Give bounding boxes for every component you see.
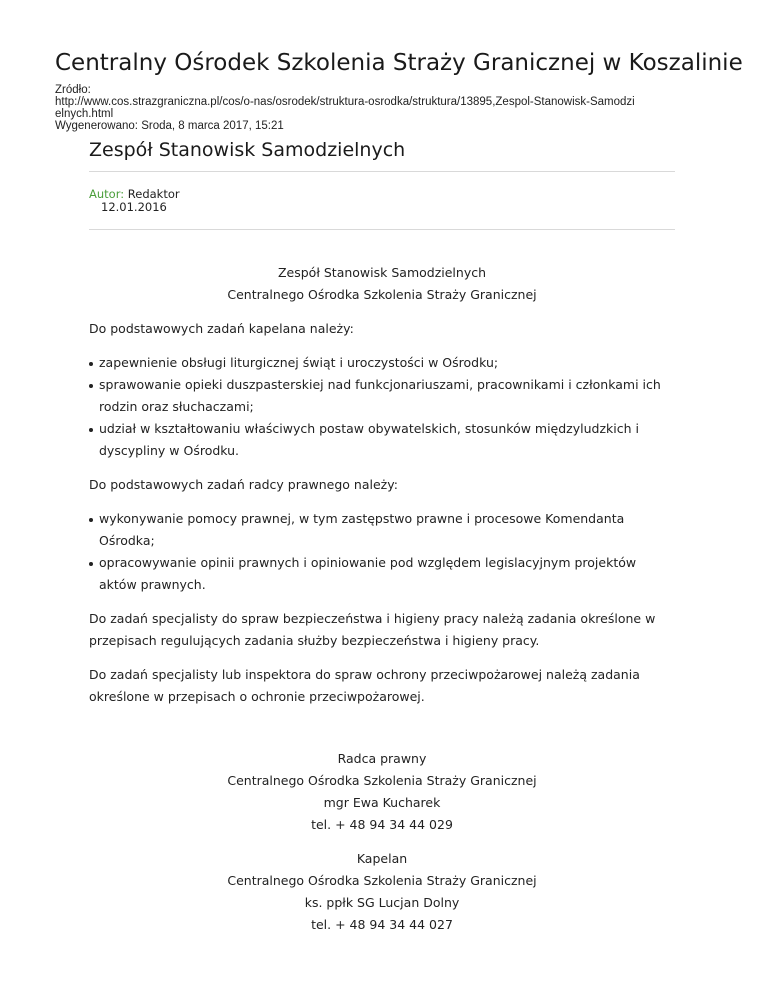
list-item: opracowywanie opinii prawnych i opiniowanie pod względem legislacyjnym projektów aktów prawnych. bbox=[89, 552, 675, 596]
source-url-continued: elnych.html bbox=[55, 108, 114, 120]
meta-divider bbox=[89, 229, 675, 230]
article-meta bbox=[89, 188, 675, 214]
article-date: 12.01.2016 bbox=[101, 200, 167, 214]
signature-name: ks. ppłk SG Lucjan Dolny bbox=[304, 895, 460, 910]
document-meta bbox=[55, 84, 745, 132]
signature-block-legal bbox=[89, 748, 675, 836]
source-label: Źródło: bbox=[55, 84, 91, 96]
generated-timestamp: Wygenerowano: Środa, 8 marca 2017, 15:21 bbox=[55, 120, 284, 132]
legal-intro: Do podstawowych zadań radcy prawnego należy: bbox=[89, 477, 398, 492]
signature-phone: tel. + 48 94 34 44 027 bbox=[311, 917, 453, 932]
signature-phone: tel. + 48 94 34 44 029 bbox=[311, 817, 453, 832]
title-divider bbox=[89, 171, 675, 172]
heading-line: Zespół Stanowisk Samodzielnych bbox=[277, 265, 487, 280]
fire-safety-paragraph: Do zadań specjalisty lub inspektora do spraw ochrony przeciwpożarowej należą zadania określone w przepisach o ochronie przeciwpożarowej. bbox=[89, 667, 640, 704]
chaplain-task-list bbox=[89, 352, 675, 462]
source-url: http://www.cos.strazgraniczna.pl/cos/o-nas/osrodek/struktura-osrodka/struktura/13895,Zespol-Stanowisk-Samodzi bbox=[55, 96, 635, 108]
author-label: Autor: bbox=[89, 187, 125, 201]
author-name: Redaktor bbox=[127, 187, 180, 201]
signature-role: Radca prawny bbox=[337, 751, 427, 766]
signature-block-chaplain bbox=[89, 848, 675, 936]
content-heading bbox=[89, 262, 675, 306]
article-title: Zespół Stanowisk Samodzielnych bbox=[89, 139, 406, 161]
signature-role: Kapelan bbox=[356, 851, 408, 866]
article-body bbox=[89, 262, 675, 936]
document-title: Centralny Ośrodek Szkolenia Straży Granicznej w Koszalinie bbox=[55, 50, 743, 76]
signature-name: mgr Ewa Kucharek bbox=[323, 795, 441, 810]
list-item: sprawowanie opieki duszpasterskiej nad funkcjonariuszami, pracownikami i członkami ich rodzin oraz słuchaczami; bbox=[89, 374, 675, 418]
list-item: zapewnienie obsługi liturgicznej świąt i uroczystości w Ośrodku; bbox=[89, 352, 675, 374]
legal-task-list bbox=[89, 508, 675, 596]
signature-unit: Centralnego Ośrodka Szkolenia Straży Granicznej bbox=[227, 773, 537, 788]
bhp-paragraph: Do zadań specjalisty do spraw bezpieczeństwa i higieny pracy należą zadania określone w przepisach regulujących zadania służby bezpieczeństwa i higieny pracy. bbox=[89, 611, 656, 648]
list-item: udział w kształtowaniu właściwych postaw obywatelskich, stosunków międzyludzkich i dyscypliny w Ośrodku. bbox=[89, 418, 675, 462]
heading-line: Centralnego Ośrodka Szkolenia Straży Granicznej bbox=[227, 287, 537, 302]
list-item: wykonywanie pomocy prawnej, w tym zastępstwo prawne i procesowe Komendanta Ośrodka; bbox=[89, 508, 675, 552]
signature-unit: Centralnego Ośrodka Szkolenia Straży Granicznej bbox=[227, 873, 537, 888]
chaplain-intro: Do podstawowych zadań kapelana należy: bbox=[89, 321, 354, 336]
article bbox=[89, 138, 675, 936]
